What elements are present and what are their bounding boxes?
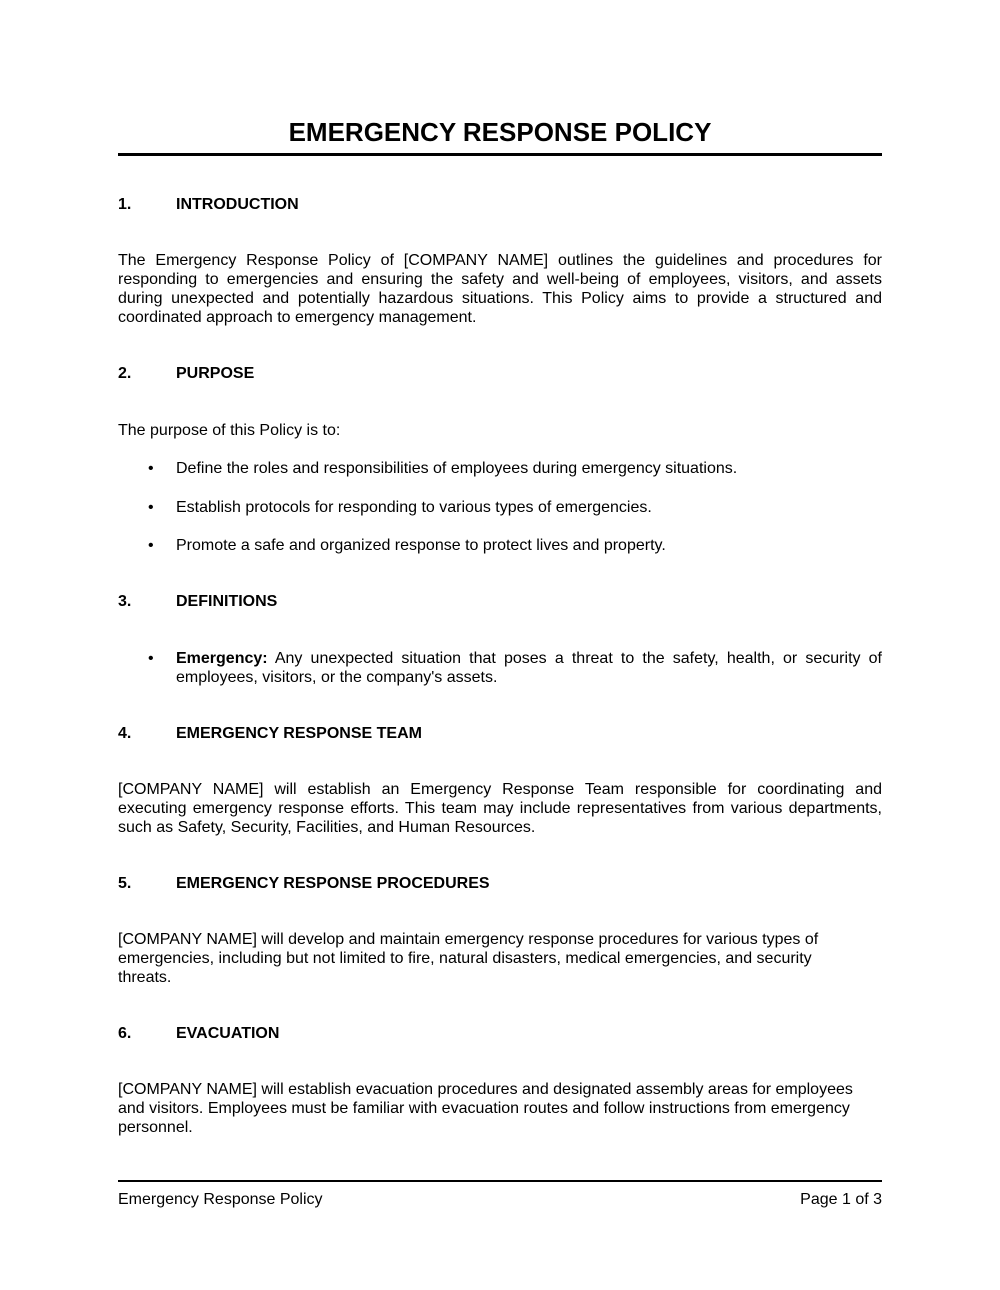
emergency-response-procedures-paragraph: [COMPANY NAME] will develop and maintain emergency response procedures for various types of emergencies, including but not limited to fire, natural disasters, medical emergencies, and security threats. xyxy=(118,931,819,986)
section-heading-purpose xyxy=(118,364,882,384)
emergency-response-team-paragraph: [COMPANY NAME] will establish an Emergency Response Team responsible for coordinating and executing emergency response efforts. This team may include representatives from various departments, such as Safety, Security, Facilities, and Human Resources. xyxy=(118,781,882,836)
list-item-text: Promote a safe and organized response to protect lives and property. xyxy=(176,537,666,554)
section-title: INTRODUCTION xyxy=(176,196,299,213)
section-number: 1. xyxy=(118,196,132,213)
section-heading-introduction xyxy=(118,195,882,215)
section-heading-definitions xyxy=(118,592,882,612)
section-heading-emergency-response-procedures xyxy=(118,874,882,894)
purpose-intro-paragraph: The purpose of this Policy is to: xyxy=(118,422,341,439)
bullet-icon: • xyxy=(148,537,154,554)
section-title: DEFINITIONS xyxy=(176,593,278,610)
definition-description: Any unexpected situation that poses a threat to the safety, health, or security of employees, visitors, or the company's assets. xyxy=(176,650,882,686)
section-number: 5. xyxy=(118,875,132,892)
definition-term: Emergency: xyxy=(176,650,268,667)
footer-page-number: Page 1 of 3 xyxy=(800,1191,882,1208)
section-title: EMERGENCY RESPONSE PROCEDURES xyxy=(176,875,490,892)
list-item-text: Define the roles and responsibilities of employees during emergency situations. xyxy=(176,460,738,477)
definition-item xyxy=(118,649,882,687)
section-number: 4. xyxy=(118,725,132,742)
footer-document-name: Emergency Response Policy xyxy=(118,1191,323,1208)
section-number: 6. xyxy=(118,1025,132,1042)
introduction-paragraph: The Emergency Response Policy of [COMPANY NAME] outlines the guidelines and procedures for responding to emergencies and ensuring the safety and well-being of employees, visitors, and assets during unexpected and potentially hazardous situations. This Policy aims to provide a structured and coordinated approach to emergency management. xyxy=(118,252,882,326)
section-title: EMERGENCY RESPONSE TEAM xyxy=(176,725,422,742)
list-item-text: Establish protocols for responding to various types of emergencies. xyxy=(176,499,652,516)
evacuation-paragraph: [COMPANY NAME] will establish evacuation procedures and designated assembly areas for employees and visitors. Employees must be familiar with evacuation routes and follow instructions from emergency personnel. xyxy=(118,1081,853,1136)
section-heading-evacuation xyxy=(118,1024,882,1044)
definition-text xyxy=(176,649,882,687)
document-page xyxy=(118,0,882,1290)
list-item xyxy=(118,459,882,478)
footer-divider xyxy=(118,1180,882,1182)
bullet-icon: • xyxy=(148,650,154,667)
section-title: PURPOSE xyxy=(176,365,255,382)
section-title: EVACUATION xyxy=(176,1025,280,1042)
section-number: 3. xyxy=(118,593,132,610)
bullet-icon: • xyxy=(148,460,154,477)
document-title: EMERGENCY RESPONSE POLICY xyxy=(288,117,712,147)
title-divider xyxy=(118,153,882,156)
section-number: 2. xyxy=(118,365,132,382)
section-heading-emergency-response-team xyxy=(118,724,882,744)
list-item xyxy=(118,536,882,555)
bullet-icon: • xyxy=(148,499,154,516)
list-item xyxy=(118,498,882,517)
